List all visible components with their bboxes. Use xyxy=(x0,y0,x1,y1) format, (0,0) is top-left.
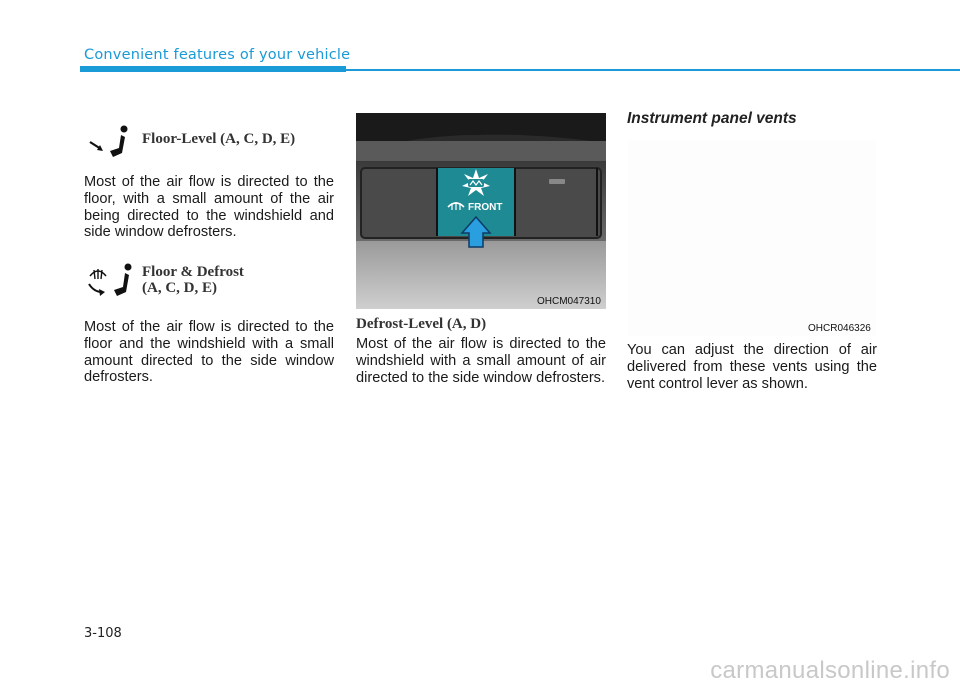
header-rule-thick xyxy=(80,66,346,72)
defrost-level-heading: Defrost-Level (A, D) xyxy=(356,316,487,332)
floor-mode-icon xyxy=(88,124,132,160)
vents-photo xyxy=(628,140,876,336)
vents-photo-caption: OHCR046326 xyxy=(808,323,871,334)
floor-level-heading: Floor-Level (A, C, D, E) xyxy=(142,131,296,147)
floor-defrost-heading-2: (A, C, D, E) xyxy=(142,280,217,296)
floor-defrost-body: Most of the air flow is directed to the floor and the windshield with a small amount directed to the side window defrosters. xyxy=(84,319,334,386)
front-button-label: FRONT xyxy=(468,202,503,213)
defrost-photo-caption: OHCM047310 xyxy=(537,296,601,307)
instrument-vents-body: You can adjust the direction of air delivered from these vents using the vent control lever as shown. xyxy=(627,342,877,392)
floor-defrost-heading-1: Floor & Defrost xyxy=(142,264,244,280)
defrost-level-body: Most of the air flow is directed to the windshield with a small amount of air directed to the side window defrosters. xyxy=(356,336,606,386)
site-watermark: carmanualsonline.info xyxy=(710,657,950,684)
section-header-title: Convenient features of your vehicle xyxy=(84,47,351,63)
floor-level-body: Most of the air flow is directed to the floor, with a small amount of the air being directed to the windshield and side window defrosters. xyxy=(84,174,334,241)
header-rule-thin xyxy=(346,69,960,71)
floor-defrost-icon xyxy=(86,262,136,302)
defrost-button-photo xyxy=(356,113,606,309)
page-number: 3-108 xyxy=(84,626,122,641)
instrument-vents-title: Instrument panel vents xyxy=(627,110,797,127)
